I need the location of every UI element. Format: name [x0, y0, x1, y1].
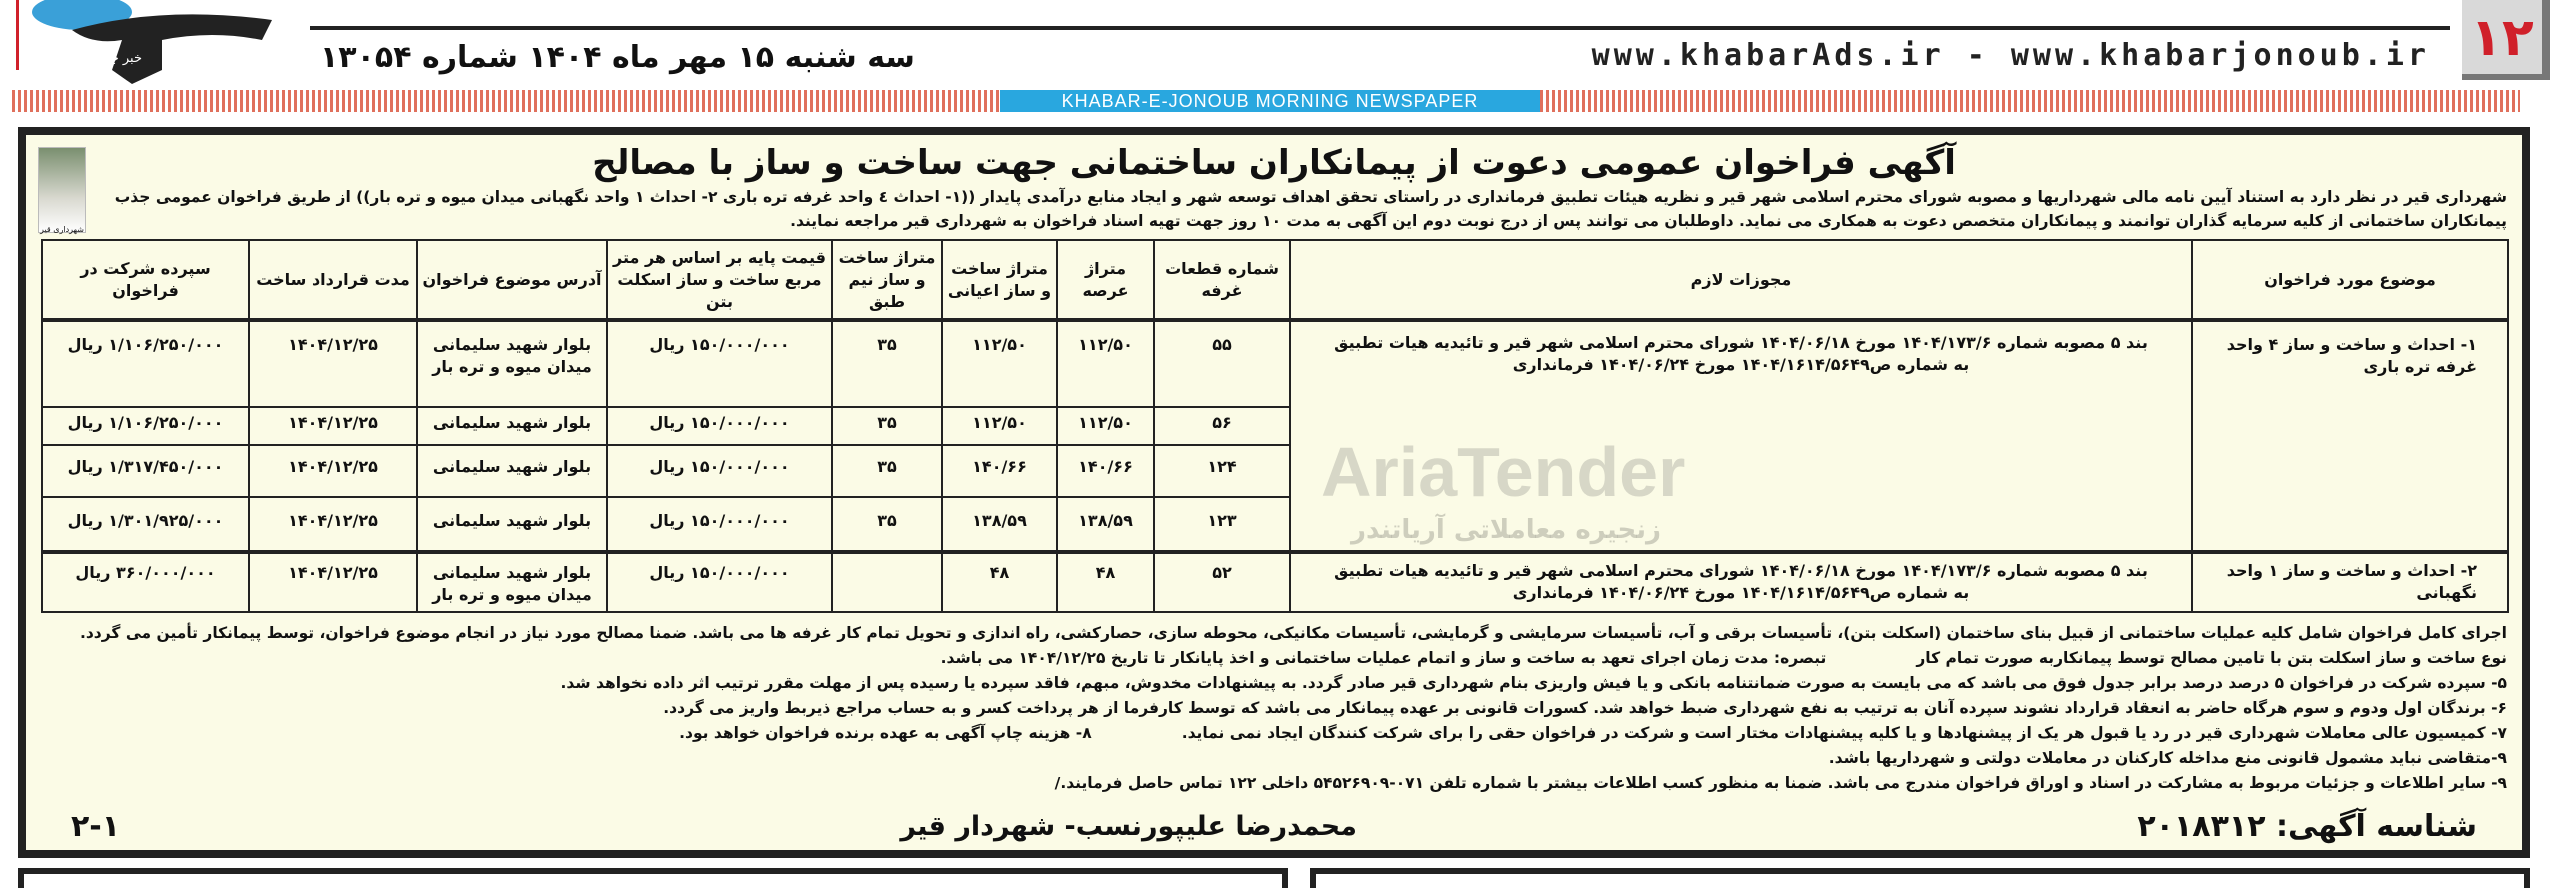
arseh-cell: ۱۳۸/۵۹ [1057, 497, 1154, 552]
nim-cell: ۳۵ [832, 407, 942, 445]
piece-cell: ۵۶ [1154, 407, 1290, 445]
duration-cell: ۱۴۰۴/۱۲/۲۵ [249, 445, 417, 497]
column-header: سپرده شرکت در فراخوان [42, 240, 249, 320]
note-1: اجرای کامل فراخوان شامل کلیه عملیات ساختمانی از قبیل بنای ساختمان (اسکلت بتن)، تأسیسات برقی و آب، تأسیسات سرمایشی و گرمایشی، تأسیسات مکانیکی، محوطه سازی، حصارکشی، راه اندازی و تحویل تمام کار غرفه ها می باشد. ضمنا مصالح مورد نیاز در انجام موضوع فراخوان، توسط پیمانکار تأمین می گردد. [79, 624, 2507, 642]
ad-intro: شهرداری قیر در نظر دارد به استناد آیین نامه مالی شهرداریها و مصوبه شورای محترم اسلامی شهر قیر و نظریه هیئات تطبیق فرمانداری در راستای تحقق اهداف توسعه شهر و ایجاد منابع درآمدی پایدار ((۱- احداث ٤ واحد غرفه تره باری ۲- احداث ۱ واحد نگهبانی میدان میوه و تره بار)) از طریق فراخوان عمومی جذب پیمانکاران ساختمانی از کلیه سرمایه گذاران توانمند و پیمانکاران متخصص دعوت به همکاری می نماید. داوطلبان می توانند پس از درج نوبت دوم این آگهی به مدت ۱۰ روز جهت تهیه اسناد فراخوان به شهرداری قیر مراجعه نمایند. [114, 188, 2507, 230]
column-header: شماره قطعات غرفه [1154, 240, 1290, 320]
ayani-cell: ۱۱۲/۵۰ [942, 407, 1057, 445]
nim-cell: ۳۵ [832, 320, 942, 407]
column-header: متراژ عرصه [1057, 240, 1154, 320]
arseh-cell: ۴۸ [1057, 552, 1154, 612]
newspaper-logo [12, 0, 292, 86]
column-header: قیمت پایه بر اساس هر متر مربع ساخت و ساز اسکلت بتن [607, 240, 832, 320]
note-row-2 [41, 645, 2507, 670]
deposit-cell: ۱/۱۰۶/۲۵۰/۰۰۰ ریال [42, 320, 249, 407]
deposit-cell: ۱/۳۰۱/۹۲۵/۰۰۰ ریال [42, 497, 249, 552]
subject-cell: ۱- احداث و ساخت و ساز ۴ واحد غرفه تره باری [2192, 320, 2508, 552]
note-9-info: ۹- سایر اطلاعات و جزئیات مربوط به مشارکت در اسناد و اوراق فراخوان مندرج می باشد. ضمنا به منظور کسب اطلاعات بیشتر با شماره تلفن ۰۷۱-۵۴۵۲۶۹۰۹ داخلی ۱۲۲ تماس حاصل فرمایند./ [1054, 774, 2507, 792]
deposit-cell: ۱/۳۱۷/۴۵۰/۰۰۰ ریال [42, 445, 249, 497]
stripe-decoration [1540, 90, 2520, 112]
note-8: ۸- هزینه چاپ آگهی به عهده برنده فراخوان خواهد بود. [679, 724, 1092, 742]
duration-cell: ۱۴۰۴/۱۲/۲۵ [249, 552, 417, 612]
ad-title: آگهی فراخوان عمومی دعوت از پیمانکاران ساختمانی جهت ساخت و ساز با مصالح [592, 143, 1956, 183]
column-header: متراژ ساخت و ساز نیم طبق [832, 240, 942, 320]
note-7: ۷- کمیسیون عالی معاملات شهرداری قیر در رد یا قبول هر یک از پیشنهادها و یا کلیه پیشنهادات مختار است و شرکت در فراخوان حقی را برای شرکت کنندگان ایجاد نمی نماید. [1181, 724, 2507, 742]
arseh-cell: ۱۴۰/۶۶ [1057, 445, 1154, 497]
address-cell: بلوار شهید سلیمانی میدان میوه و تره بار [417, 320, 607, 407]
ayani-cell: ۴۸ [942, 552, 1057, 612]
municipality-logo-caption: شهرداری قیر [40, 225, 84, 234]
signer: محمدرضا علیپورنسب- شهردار قیر [900, 811, 1357, 842]
stripe-decoration [12, 90, 1000, 112]
permit-cell: بند ۵ مصوبه شماره ۱۴۰۴/۱۷۳/۶ مورخ ۱۴۰۴/۰۶/۱۸ شورای محترم اسلامی شهر قیر و تائیدیه هیات تطبیق به شماره ص۱۴۰۴/۱۶۱۴/۵۶۴۹ مورخ ۱۴۰۴/۰۶/۲۴ فرمانداری [1290, 552, 2192, 612]
page-number: ۱۲ [2462, 0, 2550, 80]
deposit-cell: ۳۶۰/۰۰۰/۰۰۰ ریال [42, 552, 249, 612]
next-ad-box [18, 868, 1288, 888]
logo-text: خبر جنوب [87, 51, 142, 66]
arseh-cell: ۱۱۲/۵۰ [1057, 407, 1154, 445]
address-cell: بلوار شهید سلیمانی [417, 497, 607, 552]
price-cell: ۱۵۰/۰۰۰/۰۰۰ ریال [607, 407, 832, 445]
newspaper-english-name: KHABAR-E-JONOUB MORNING NEWSPAPER [1000, 90, 1540, 112]
watermark-subtitle: زنجیره معاملاتی آریاتندر [1351, 515, 1661, 545]
duration-cell: ۱۴۰۴/۱۲/۲۵ [249, 407, 417, 445]
piece-cell: ۵۲ [1154, 552, 1290, 612]
permit-cell [1290, 320, 2192, 552]
table-header-row [42, 240, 2508, 320]
tender-table [41, 239, 2509, 613]
address-cell: بلوار شهید سلیمانی [417, 445, 607, 497]
duration-cell: ۱۴۰۴/۱۲/۲۵ [249, 497, 417, 552]
municipality-logo [38, 147, 86, 233]
table-row [42, 320, 2508, 407]
column-header: مدت قرارداد ساخت [249, 240, 417, 320]
note-5: ۵- سپرده شرکت در فراخوان ۵ درصد درصد برابر جدول فوق می باشد که می بایست به صورت ضمانتنامه بانکی و یا فیش واریزی بنام شهرداری قیر صادر گردد. به پیشنهادات مخدوش، مبهم، فاقد سپرده یا رسیده پس از مهلت مقرر ترتیب اثر داده نخواهد شد. [560, 674, 2507, 692]
piece-cell: ۱۲۳ [1154, 497, 1290, 552]
price-cell: ۱۵۰/۰۰۰/۰۰۰ ریال [607, 552, 832, 612]
note-2: نوع ساخت و ساز اسکلت بتن با تامین مصالح توسط پیمانکاربه صورت تمام کار [1916, 649, 2507, 667]
nim-cell: ۳۵ [832, 497, 942, 552]
column-header: موضوع مورد فراخوان [2192, 240, 2508, 320]
price-cell: ۱۵۰/۰۰۰/۰۰۰ ریال [607, 320, 832, 407]
ayani-cell: ۱۴۰/۶۶ [942, 445, 1057, 497]
note-9-eligibility: ۹-متقاضی نباید مشمول قانونی منع مداخله کارکنان در معاملات دولتی و شهرداریها باشد. [1828, 749, 2507, 767]
column-header: متراژ ساخت و ساز اعیانی [942, 240, 1057, 320]
column-header: آدرس موضوع فراخوان [417, 240, 607, 320]
tender-advertisement [18, 127, 2530, 858]
piece-cell: ۵۵ [1154, 320, 1290, 407]
address-cell: بلوار شهید سلیمانی میدان میوه و تره بار [417, 552, 607, 612]
watermark: AriaTender [1321, 433, 1686, 511]
arseh-cell: ۱۱۲/۵۰ [1057, 320, 1154, 407]
website-links[interactable]: www.khabarAds.ir - www.khabarjonoub.ir [1591, 38, 2430, 73]
address-cell: بلوار شهید سلیمانی [417, 407, 607, 445]
ayani-cell: ۱۱۲/۵۰ [942, 320, 1057, 407]
piece-cell: ۱۲۴ [1154, 445, 1290, 497]
note-row-7 [41, 720, 2507, 770]
ayani-cell: ۱۳۸/۵۹ [942, 497, 1057, 552]
subject-cell: ۲- احداث و ساخت و ساز ۱ واحد نگهبانی [2192, 552, 2508, 612]
permit-text: بند ۵ مصوبه شماره ۱۴۰۴/۱۷۳/۶ مورخ ۱۴۰۴/۰۶/۱۸ شورای محترم اسلامی شهر قیر و تائیدیه هیات تطبیق به شماره ص۱۴۰۴/۱۶۱۴/۵۶۴۹ مورخ ۱۴۰۴/۰۶/۲۴ فرمانداری [1334, 333, 2148, 374]
price-cell: ۱۵۰/۰۰۰/۰۰۰ ریال [607, 497, 832, 552]
price-cell: ۱۵۰/۰۰۰/۰۰۰ ریال [607, 445, 832, 497]
issue-date: سه شنبه ۱۵ مهر ماه ۱۴۰۴ شماره ۱۳۰۵۴ [320, 40, 915, 75]
table-row [42, 552, 2508, 612]
ad-footer [41, 803, 2507, 844]
column-header: مجوزات لازم [1290, 240, 2192, 320]
next-ad-box [1310, 868, 2530, 888]
deposit-cell: ۱/۱۰۶/۲۵۰/۰۰۰ ریال [42, 407, 249, 445]
ad-id: شناسه آگهی: ۲۰۱۸۳۱۲ [2137, 809, 2477, 844]
nim-cell [832, 552, 942, 612]
note-6: ۶- برندگان اول ودوم و سوم هرگاه حاضر به انعقاد قرارداد نشوند سپرده آنان به ترتیب به نفع شهرداری ضبط خواهد شد. کسورات قانونی بر عهده پیمانکار می باشد که توسط کارفرما از هر پرداخت کسر و به حساب مراجع ذیربط واریز می گردد. [663, 699, 2507, 717]
duration-cell: ۱۴۰۴/۱۲/۲۵ [249, 320, 417, 407]
header-rule [310, 26, 2450, 30]
publication-turn: ۲-۱ [71, 809, 121, 844]
nim-cell: ۳۵ [832, 445, 942, 497]
note-2-remark: تبصره: مدت زمان اجرای تعهد به ساخت و ساز و اتمام عملیات ساختمانی و اخذ پایانکار تا تاریخ ۱۴۰۴/۱۲/۲۵ می باشد. [940, 649, 1827, 667]
